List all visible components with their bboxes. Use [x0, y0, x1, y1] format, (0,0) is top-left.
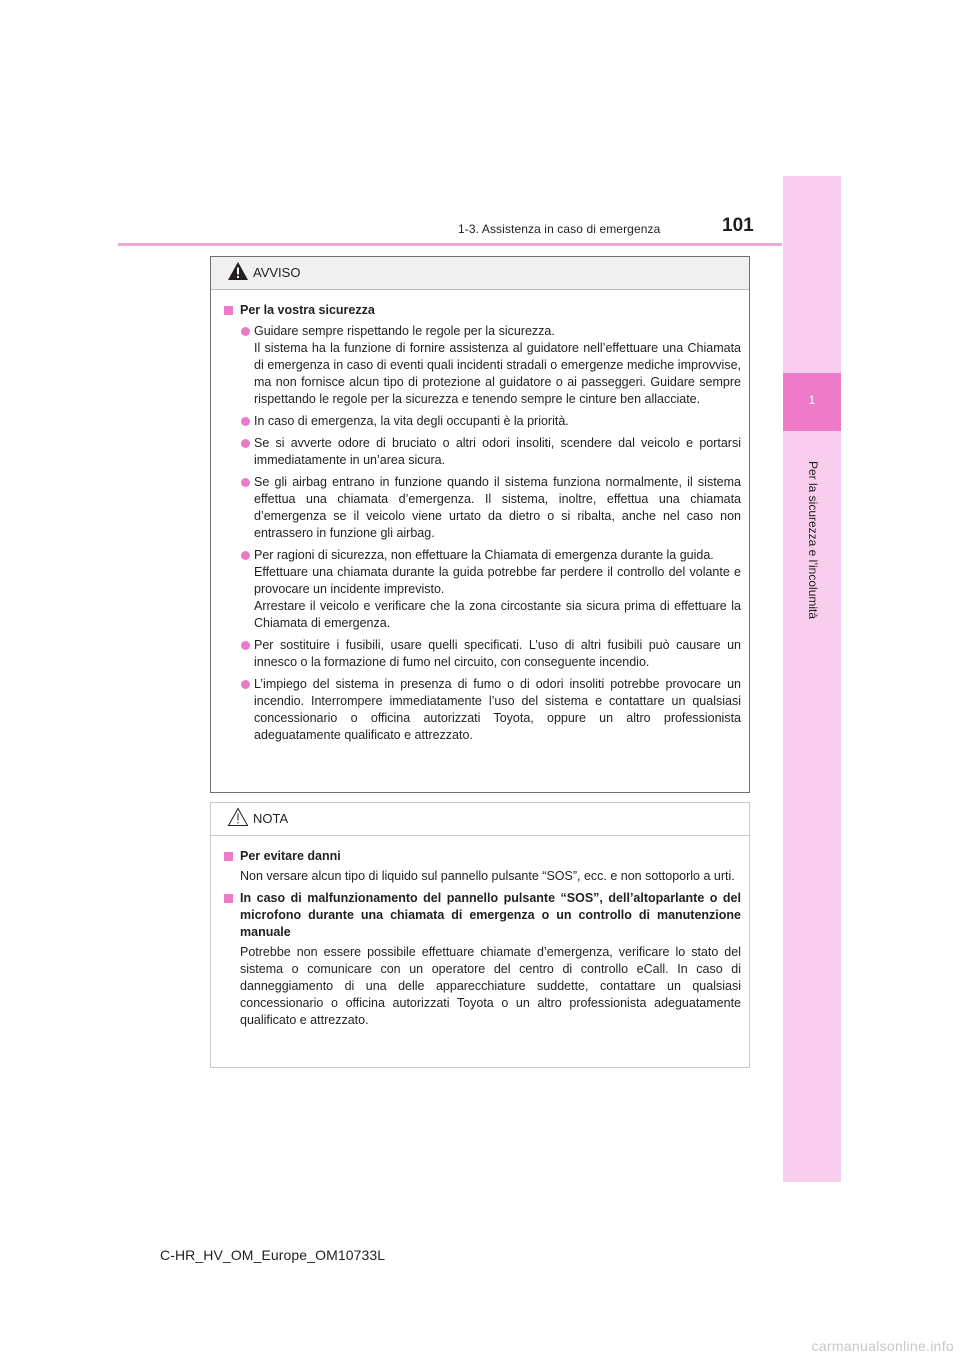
warning-bullet: In caso di emergenza, la vita degli occupanti è la priorità.: [223, 413, 741, 430]
warning-bullet: Per ragioni di sicurezza, non effettuare la Chiamata di emergenza durante la guida. Effettuare una chiamata durante la guida potrebbe far perdere il controllo del volante e provocare un incidente imprevisto. Arrestare il veicolo e verificare che la zona circostante sia sicura prima di effettuare la Chiamata di emergenza.: [223, 547, 741, 632]
note-section-text: Potrebbe non essere possibile effettuare chiamate d’emergenza, verificare lo stato del sistema o comunicare con un operatore del centro di controllo eCall. In caso di danneggiamento di una delle apparecchiature suddette, contattare un qualsiasi concessionario o officina autorizzati Toyota o un altro professionista adeguatamente qualificato e attrezzato.: [240, 945, 741, 1027]
round-bullet-icon: [241, 417, 250, 426]
caution-triangle-icon: [227, 807, 249, 827]
warning-bullet: L’impiego del sistema in presenza di fumo o di odori insoliti potrebbe provocare un incendio. Interrompere immediatamente l’uso del sistema e contattare un qualsiasi concessionario o officina autorizzati Toyota, oppure un altro professionista adeguatamente qualificato e attrezzato.: [223, 676, 741, 744]
note-box: [210, 802, 750, 1068]
document-code: C-HR_HV_OM_Europe_OM10733L: [160, 1247, 386, 1263]
warning-section-title: Per la vostra sicurezza: [223, 302, 741, 319]
round-bullet-icon: [241, 327, 250, 336]
chapter-title: Per la sicurezza e l’incolumità: [806, 460, 820, 620]
warning-bullet: Guidare sempre rispettando le regole per la sicurezza. Il sistema ha la funzione di fornire assistenza al guidatore nell’effettuare una Chiamata di emergenza in caso di eventi quali incidenti stradali o emergenze mediche improvvise, ma non fornisce alcun tipo di protezione al guidatore o ai passeggeri. Guidare sempre rispettando le regole per la sicurezza e tenendo sempre le cinture ben allacciate.: [223, 323, 741, 408]
note-section-text: Non versare alcun tipo di liquido sul pannello pulsante “SOS”, ecc. e non sottoporlo a urti.: [240, 869, 735, 883]
warning-triangle-icon: [227, 261, 249, 281]
round-bullet-icon: [241, 680, 250, 689]
square-bullet-icon: [224, 852, 233, 861]
note-header: [211, 803, 749, 836]
warning-box: [210, 256, 750, 793]
warning-bullet-list: [223, 323, 741, 744]
round-bullet-icon: [241, 478, 250, 487]
warning-header: [211, 257, 749, 290]
round-bullet-icon: [241, 439, 250, 448]
warning-bullet: Se si avverte odore di bruciato o altri odori insoliti, scendere dal veicolo e portarsi immediatamente in un’area sicura.: [223, 435, 741, 469]
round-bullet-icon: [241, 551, 250, 560]
warning-bullet: Se gli airbag entrano in funzione quando il sistema funziona normalmente, il sistema effettua una chiamata d’emergenza. Il sistema, inoltre, effettua una chiamata d’emergenza se il veicolo viene urtato da dietro o si ribalta, anche nel caso non entrassero in funzione gli airbag.: [223, 474, 741, 542]
note-section-title: Per evitare danni: [223, 848, 741, 865]
round-bullet-icon: [241, 641, 250, 650]
chapter-side-tab: [783, 176, 841, 1182]
chapter-number: 1: [808, 393, 816, 407]
warning-title: AVVISO: [253, 265, 301, 280]
square-bullet-icon: [224, 306, 233, 315]
header-rule: [118, 243, 782, 246]
warning-bullet: Per sostituire i fusibili, usare quelli specificati. L’uso di altri fusibili può causare un innesco o la formazione di fumo nel circuito, con conseguente incendio.: [223, 637, 741, 671]
note-section-list: [211, 836, 749, 1029]
running-header: 1-3. Assistenza in caso di emergenza: [458, 222, 661, 236]
square-bullet-icon: [224, 894, 233, 903]
chapter-number-block: [783, 373, 841, 431]
watermark: carmanualsonline.info: [811, 1338, 954, 1354]
page-number: 101: [722, 215, 754, 236]
note-title: NOTA: [253, 811, 289, 826]
note-section-title: In caso di malfunzionamento del pannello pulsante “SOS”, dell’altoparlante o del microfono durante una chiamata di emergenza o un controllo di manutenzione manuale: [223, 890, 741, 941]
